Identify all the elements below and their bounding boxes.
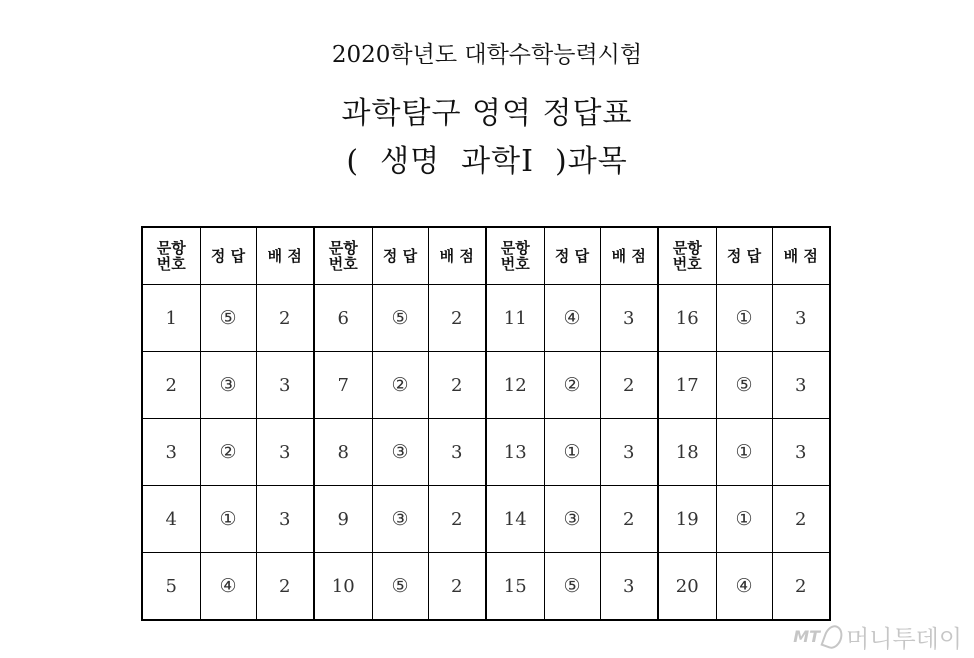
header-points: 배 점 <box>772 227 830 285</box>
answer-cell: ④ <box>716 553 772 621</box>
question-number: 5 <box>142 553 200 621</box>
points-cell: 3 <box>772 419 830 486</box>
answer-cell: ③ <box>372 486 428 553</box>
question-number: 7 <box>314 352 372 419</box>
answer-cell: ⑤ <box>544 553 600 621</box>
points-cell: 2 <box>428 486 486 553</box>
header-number: 문항 번호 <box>314 227 372 285</box>
answer-cell: ⑤ <box>200 285 256 352</box>
question-number: 3 <box>142 419 200 486</box>
header-points: 배 점 <box>600 227 658 285</box>
points-cell: 2 <box>428 352 486 419</box>
question-number: 18 <box>658 419 716 486</box>
points-cell: 3 <box>772 352 830 419</box>
answer-cell: ③ <box>200 352 256 419</box>
answer-cell: ⑤ <box>372 553 428 621</box>
points-cell: 2 <box>600 352 658 419</box>
question-number: 12 <box>486 352 544 419</box>
points-cell: 3 <box>256 419 314 486</box>
points-cell: 3 <box>428 419 486 486</box>
answer-cell: ⑤ <box>716 352 772 419</box>
leaf-icon <box>821 622 846 651</box>
answer-cell: ④ <box>200 553 256 621</box>
answer-cell: ③ <box>372 419 428 486</box>
watermark-text: 머니투데이 <box>846 625 962 653</box>
header-number: 문항 번호 <box>142 227 200 285</box>
question-number: 13 <box>486 419 544 486</box>
subject-title: ( 생명 과학Ⅰ )과목 <box>346 144 628 179</box>
question-number: 14 <box>486 486 544 553</box>
header-row <box>142 227 830 285</box>
watermark <box>793 619 962 654</box>
question-number: 10 <box>314 553 372 621</box>
exam-title: 2020학년도 대학수학능력시험 <box>331 42 643 68</box>
points-cell: 3 <box>256 486 314 553</box>
table-row <box>142 553 830 621</box>
points-cell: 3 <box>600 419 658 486</box>
header-number: 문항 번호 <box>658 227 716 285</box>
answer-cell: ⑤ <box>372 285 428 352</box>
answer-cell: ① <box>716 486 772 553</box>
answer-cell: ② <box>544 352 600 419</box>
question-number: 2 <box>142 352 200 419</box>
header-answer: 정 답 <box>200 227 256 285</box>
answer-cell: ② <box>200 419 256 486</box>
header-points: 배 점 <box>428 227 486 285</box>
points-cell: 2 <box>256 553 314 621</box>
answer-table <box>141 226 831 621</box>
points-cell: 2 <box>772 553 830 621</box>
question-number: 9 <box>314 486 372 553</box>
watermark-mark: MT <box>793 627 821 646</box>
table-row <box>142 419 830 486</box>
table-row <box>142 285 830 352</box>
header-points: 배 점 <box>256 227 314 285</box>
question-number: 1 <box>142 285 200 352</box>
answer-cell: ④ <box>544 285 600 352</box>
question-number: 16 <box>658 285 716 352</box>
points-cell: 2 <box>428 553 486 621</box>
answer-key-title: 과학탐구 영역 정답표 <box>341 96 633 131</box>
table-row <box>142 486 830 553</box>
question-number: 17 <box>658 352 716 419</box>
question-number: 11 <box>486 285 544 352</box>
points-cell: 2 <box>428 285 486 352</box>
answer-cell: ③ <box>544 486 600 553</box>
points-cell: 2 <box>256 285 314 352</box>
header-answer: 정 답 <box>544 227 600 285</box>
header-number: 문항 번호 <box>486 227 544 285</box>
table-row <box>142 352 830 419</box>
answer-cell: ① <box>716 419 772 486</box>
question-number: 4 <box>142 486 200 553</box>
points-cell: 3 <box>256 352 314 419</box>
question-number: 20 <box>658 553 716 621</box>
question-number: 6 <box>314 285 372 352</box>
points-cell: 3 <box>600 285 658 352</box>
question-number: 19 <box>658 486 716 553</box>
question-number: 15 <box>486 553 544 621</box>
table-body <box>142 285 830 621</box>
answer-cell: ① <box>716 285 772 352</box>
points-cell: 3 <box>772 285 830 352</box>
answer-cell: ① <box>544 419 600 486</box>
answer-cell: ② <box>372 352 428 419</box>
points-cell: 2 <box>600 486 658 553</box>
header-answer: 정 답 <box>716 227 772 285</box>
answer-cell: ① <box>200 486 256 553</box>
question-number: 8 <box>314 419 372 486</box>
points-cell: 3 <box>600 553 658 621</box>
header-answer: 정 답 <box>372 227 428 285</box>
points-cell: 2 <box>772 486 830 553</box>
